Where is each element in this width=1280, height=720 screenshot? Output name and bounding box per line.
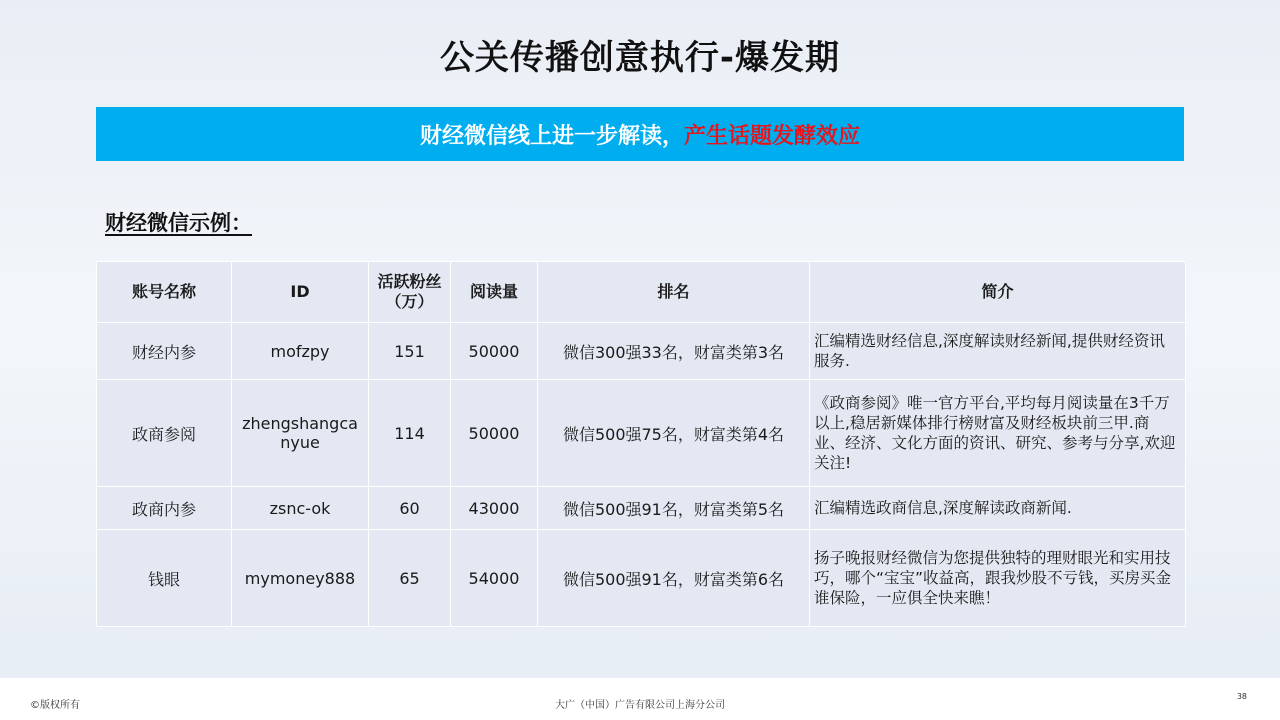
cell-fans: 65 bbox=[369, 530, 451, 627]
header-reads: 阅读量 bbox=[451, 262, 538, 323]
table-row bbox=[97, 380, 1186, 487]
table-row bbox=[97, 323, 1186, 380]
cell-fans: 114 bbox=[369, 380, 451, 487]
header-account-name: 账号名称 bbox=[97, 262, 232, 323]
wechat-accounts-table bbox=[96, 261, 1186, 627]
header-id: ID bbox=[232, 262, 369, 323]
table-row bbox=[97, 530, 1186, 627]
cell-account-name: 钱眼 bbox=[97, 530, 232, 627]
cell-rank: 微信500强91名，财富类第6名 bbox=[538, 530, 810, 627]
cell-id: mofzpy bbox=[232, 323, 369, 380]
banner-highlight-text: 产生话题发酵效应 bbox=[684, 123, 861, 149]
table-row bbox=[97, 487, 1186, 530]
cell-reads: 54000 bbox=[451, 530, 538, 627]
slide-footer bbox=[0, 678, 1280, 720]
banner-text: 财经微信线上进一步解读， bbox=[419, 123, 684, 149]
cell-id: mymoney888 bbox=[232, 530, 369, 627]
cell-reads: 50000 bbox=[451, 323, 538, 380]
section-label: 财经微信示例： bbox=[105, 211, 252, 235]
cell-reads: 50000 bbox=[451, 380, 538, 487]
header-description: 简介 bbox=[810, 262, 1186, 323]
cell-description: 汇编精选政商信息,深度解读政商新闻. bbox=[810, 487, 1186, 530]
cell-description: 扬子晚报财经微信为您提供独特的理财眼光和实用技巧，哪个“宝宝”收益高，跟我炒股不亏钱，买房买金谁保险，一应俱全快来瞧！ bbox=[810, 530, 1186, 627]
cell-rank: 微信500强75名，财富类第4名 bbox=[538, 380, 810, 487]
footer-copyright: ©版权所有 bbox=[30, 700, 80, 711]
cell-description: 《政商参阅》唯一官方平台,平均每月阅读量在3千万以上,稳居新媒体排行榜财富及财经板块前三甲.商业、经济、文化方面的资讯、研究、参考与分享,欢迎关注! bbox=[810, 380, 1186, 487]
cell-description: 汇编精选财经信息,深度解读财经新闻,提供财经资讯服务. bbox=[810, 323, 1186, 380]
cell-fans: 151 bbox=[369, 323, 451, 380]
cell-fans: 60 bbox=[369, 487, 451, 530]
cell-account-name: 政商参阅 bbox=[97, 380, 232, 487]
cell-account-name: 政商内参 bbox=[97, 487, 232, 530]
cell-reads: 43000 bbox=[451, 487, 538, 530]
table-header-row bbox=[97, 262, 1186, 323]
header-active-fans: 活跃粉丝（万） bbox=[369, 262, 451, 323]
page-number: 38 bbox=[1236, 692, 1247, 701]
cell-id: zsnc-ok bbox=[232, 487, 369, 530]
cell-id: zhengshangcanyue bbox=[232, 380, 369, 487]
cell-rank: 微信300强33名，财富类第3名 bbox=[538, 323, 810, 380]
cell-account-name: 财经内参 bbox=[97, 323, 232, 380]
headline-banner bbox=[96, 107, 1184, 161]
slide-title: 公关传播创意执行-爆发期 bbox=[439, 38, 841, 78]
header-rank: 排名 bbox=[538, 262, 810, 323]
footer-company: 大广（中国）广告有限公司上海分公司 bbox=[555, 700, 725, 711]
cell-rank: 微信500强91名，财富类第5名 bbox=[538, 487, 810, 530]
